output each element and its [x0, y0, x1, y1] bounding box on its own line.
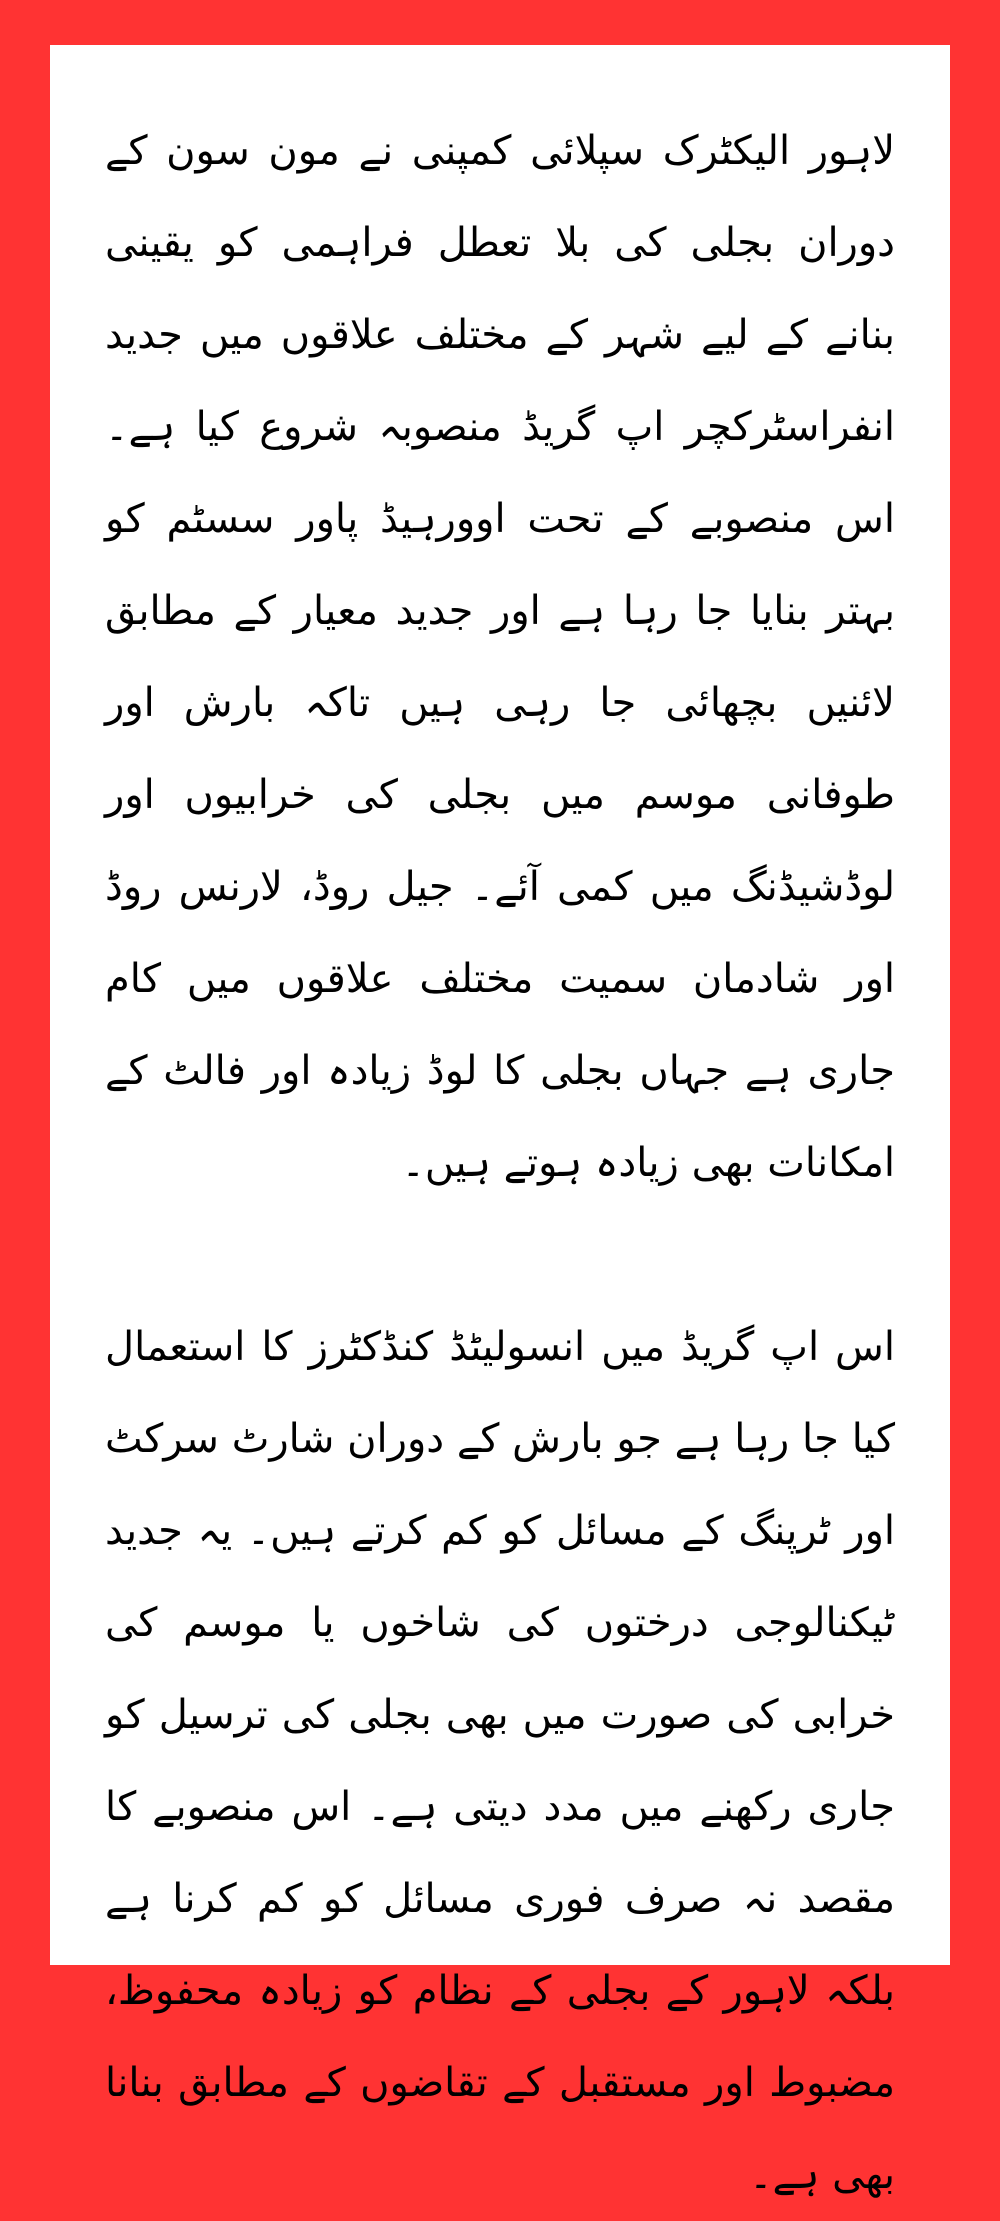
article-body: [105, 105, 895, 2221]
article-paragraph-2: اس اپ گریڈ میں انسولیٹڈ کنڈکٹرز کا استعمال کیا جا رہا ہے جو بارش کے دوران شارٹ سرکٹ اور ٹرپنگ کے مسائل کو کم کرتے ہیں۔ یہ جدید ٹیکنالوجی درختوں کی شاخوں یا موسم کی خرابی کی صورت میں بھی بجلی کی ترسیل کو جاری رکھنے میں مدد دیتی ہے۔ اس منصوبے کا مقصد نہ صرف فوری مسائل کو کم کرنا ہے بلکہ لاہور کے بجلی کے نظام کو زیادہ محفوظ، مضبوط اور مستقبل کے تقاضوں کے مطابق بنانا بھی ہے۔: [105, 1324, 895, 2198]
article-panel: [50, 45, 950, 2198]
article-paragraph-1: لاہور الیکٹرک سپلائی کمپنی نے مون سون کے دوران بجلی کی بلا تعطل فراہمی کو یقینی بنانے کے لیے شہر کے مختلف علاقوں میں جدید انفراسٹرکچر اپ گریڈ منصوبہ شروع کیا ہے۔ اس منصوبے کے تحت اوورہیڈ پاور سسٹم کو بہتر بنایا جا رہا ہے اور جدید معیار کے مطابق لائنیں بچھائی جا رہی ہیں تاکہ بارش اور طوفانی موسم میں بجلی کی خرابیوں اور لوڈشیڈنگ میں کمی آئے۔ جیل روڈ، لارنس روڈ اور شادمان سمیت مختلف علاقوں میں کام جاری ہے جہاں بجلی کا لوڈ زیادہ اور فالٹ کے امکانات بھی زیادہ ہوتے ہیں۔: [105, 128, 895, 1186]
